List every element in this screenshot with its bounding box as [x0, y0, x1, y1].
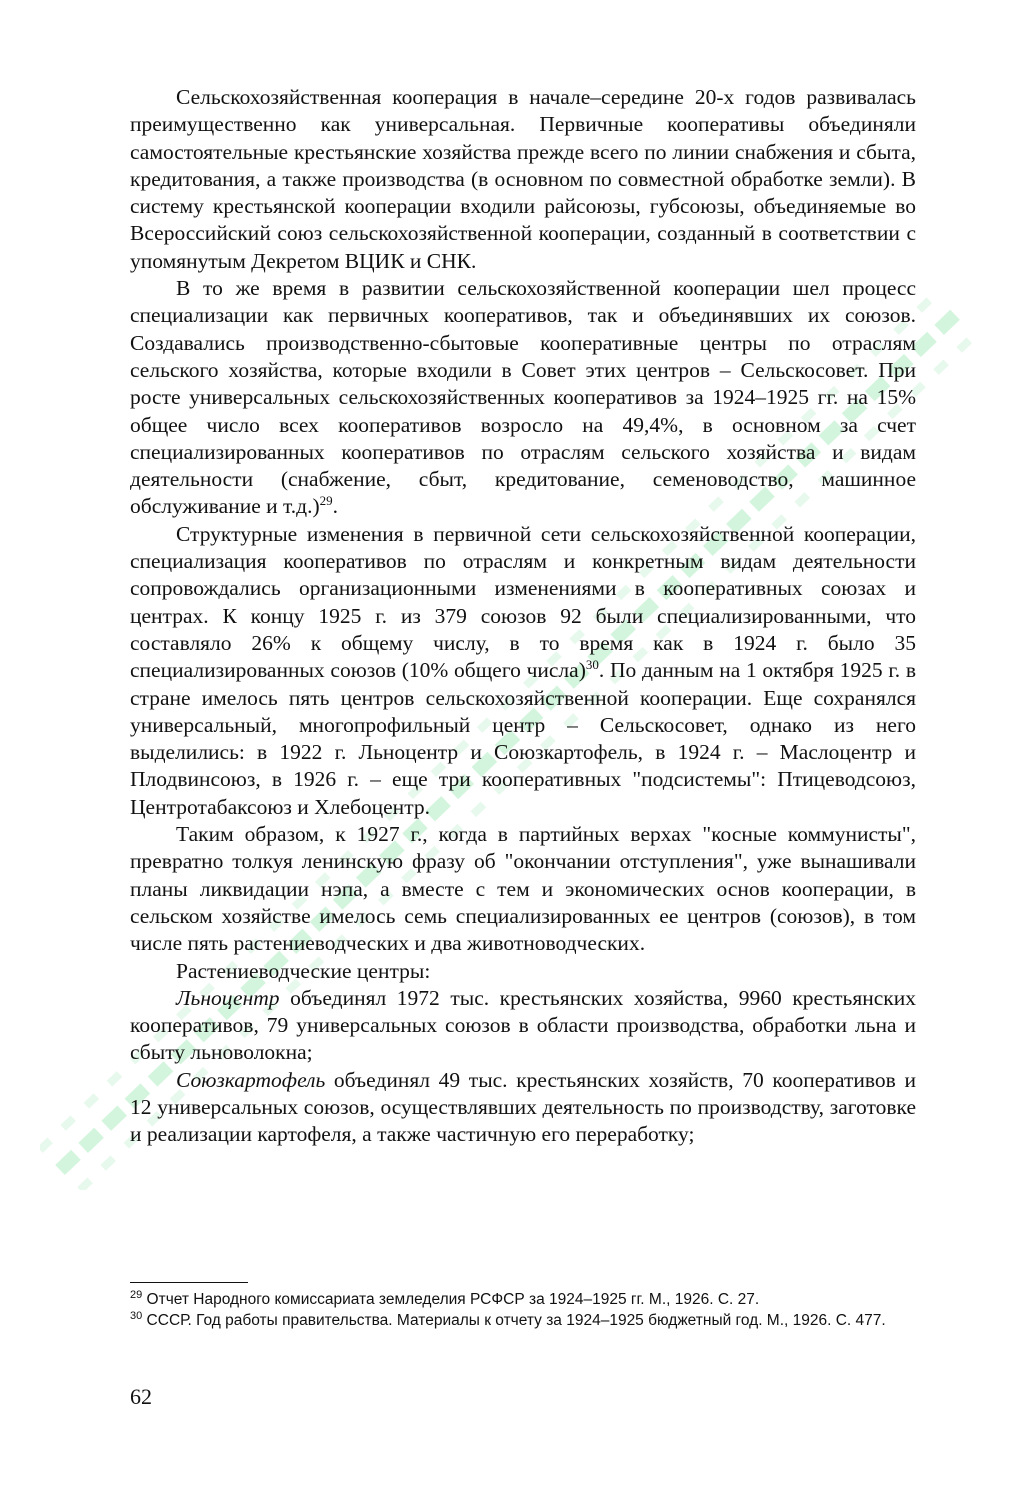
footnote-29-text: Отчет Народного комиссариата земледелия РСФСР за 1924–1925 гг. М., 1926. С. 27. — [142, 1291, 760, 1308]
footnote-ref-30[interactable]: 30 — [585, 657, 599, 673]
paragraph-2-tail: . — [332, 494, 339, 519]
footnote-divider — [130, 1282, 248, 1283]
paragraph-5-text: Растениеводческие центры: — [176, 958, 431, 983]
paragraph-6-text: объединял 1972 тыс. крестьянских хозяйства, 9960 крестьянских кооперативов, 79 универсальных союзов в области производства, обработки льна и сбыту льноволокна; — [130, 985, 916, 1065]
page-number: 62 — [130, 1384, 152, 1409]
paragraph-7-text: объединял 49 тыс. крестьянских хозяйств, 70 кооперативов и 12 универсальных союзов, осуществлявших деятельность по производству, заготовке и реализации картофеля, а также частичную его переработку; — [130, 1067, 916, 1147]
footnote-number-29: 29 — [130, 1288, 143, 1301]
paragraph-1-text: Сельскохозяйственная кооперация в начале–середине 20-х годов развивалась преимущественно как универсальная. Первичные кооперативы объединяли самостоятельные крестьянские хозяйства прежде всего по линии снабжения и сбыта, кредитования, а также производства (в основном по совместной обработке земли). В систему крестьянской кооперации входили райсоюзы, губсоюзы, объединяемые во Всероссийский союз сельскохозяйственной кооперации, созданный в соответствии с упомянутым Декретом ВЦИК и СНК. — [130, 85, 916, 273]
footnotes — [130, 1282, 916, 1331]
footnote-30-text: СССР. Год работы правительства. Материалы к отчету за 1924–1925 бюджетный год. М., 1926. С. 477. — [142, 1312, 886, 1329]
main-text — [130, 84, 916, 1149]
paragraph-3-text: Структурные изменения в первичной сети сельскохозяйственной кооперации, специализация кооперативов по отраслям и конкретным видам деятельности сопровождались организационными изменениями в кооперативных союзах и центрах. К концу 1925 г. из 379 союзов 92 были специализированными, что составляло 26% к общему числу, в то время как в 1924 г. было 35 специализированных союзов (10% общего числа) — [130, 521, 916, 683]
paragraph-4 — [130, 821, 916, 957]
paragraph-1 — [130, 84, 916, 275]
paragraph-5 — [130, 958, 916, 985]
footnote-29 — [130, 1289, 916, 1310]
paragraph-3 — [130, 521, 916, 821]
paragraph-2-text: В то же время в развитии сельскохозяйственной кооперации шел процесс специализации как первичных кооперативов, так и объединявших их союзов. Создавались производственно-сбытовые кооперативные центры по отраслям сельского хозяйства, которые входили в Совет этих центров – Сельскосовет. При росте универсальных сельскохозяйственных кооперативов за 1924–1925 гг. на 15% общее число всех кооперативов возросло на 49,4%, в основном за счет специализированных кооперативов по отраслям сельского хозяйства и видам деятельности (снабжение, сбыт, кредитование, семеноводство, машинное обслуживание и т.д.) — [130, 276, 916, 519]
term-lnocentr: Льноцентр — [176, 985, 280, 1010]
paragraph-6 — [130, 985, 916, 1067]
paragraph-2 — [130, 275, 916, 521]
paragraph-3-tail: . По данным на 1 октября 1925 г. в стране имелось пять центров сельскохозяйственной кооперации. Еще сохранялся универсальный, многопрофильный центр – Сельскосовет, однако из него выделились: в 1922 г. Льноцентр и Союзкартофель, в 1924 г. – Маслоцентр и Плодвинсоюз, в 1926 г. – еще три кооперативных "подсистемы": Птицеводсоюз, Центротабаксоюз и Хлебоцентр. — [130, 658, 916, 819]
footnote-number-30: 30 — [130, 1309, 143, 1322]
term-soyuzkartofel: Союзкартофель — [176, 1067, 326, 1092]
footnote-30 — [130, 1310, 916, 1331]
paragraph-4-text: Таким образом, к 1927 г., когда в партийных верхах "косные коммунисты", превратно толкуя ленинскую фразу об "окончании отступления", уже вынашивали планы ликвидации нэпа, а вместе с тем и экономических основ кооперации, в сельском хозяйстве имелось семь специализированных ее центров (союзов), в том числе пять растениеводческих и два животноводческих. — [130, 822, 916, 956]
paragraph-7 — [130, 1067, 916, 1149]
footnote-ref-29[interactable]: 29 — [319, 493, 333, 509]
